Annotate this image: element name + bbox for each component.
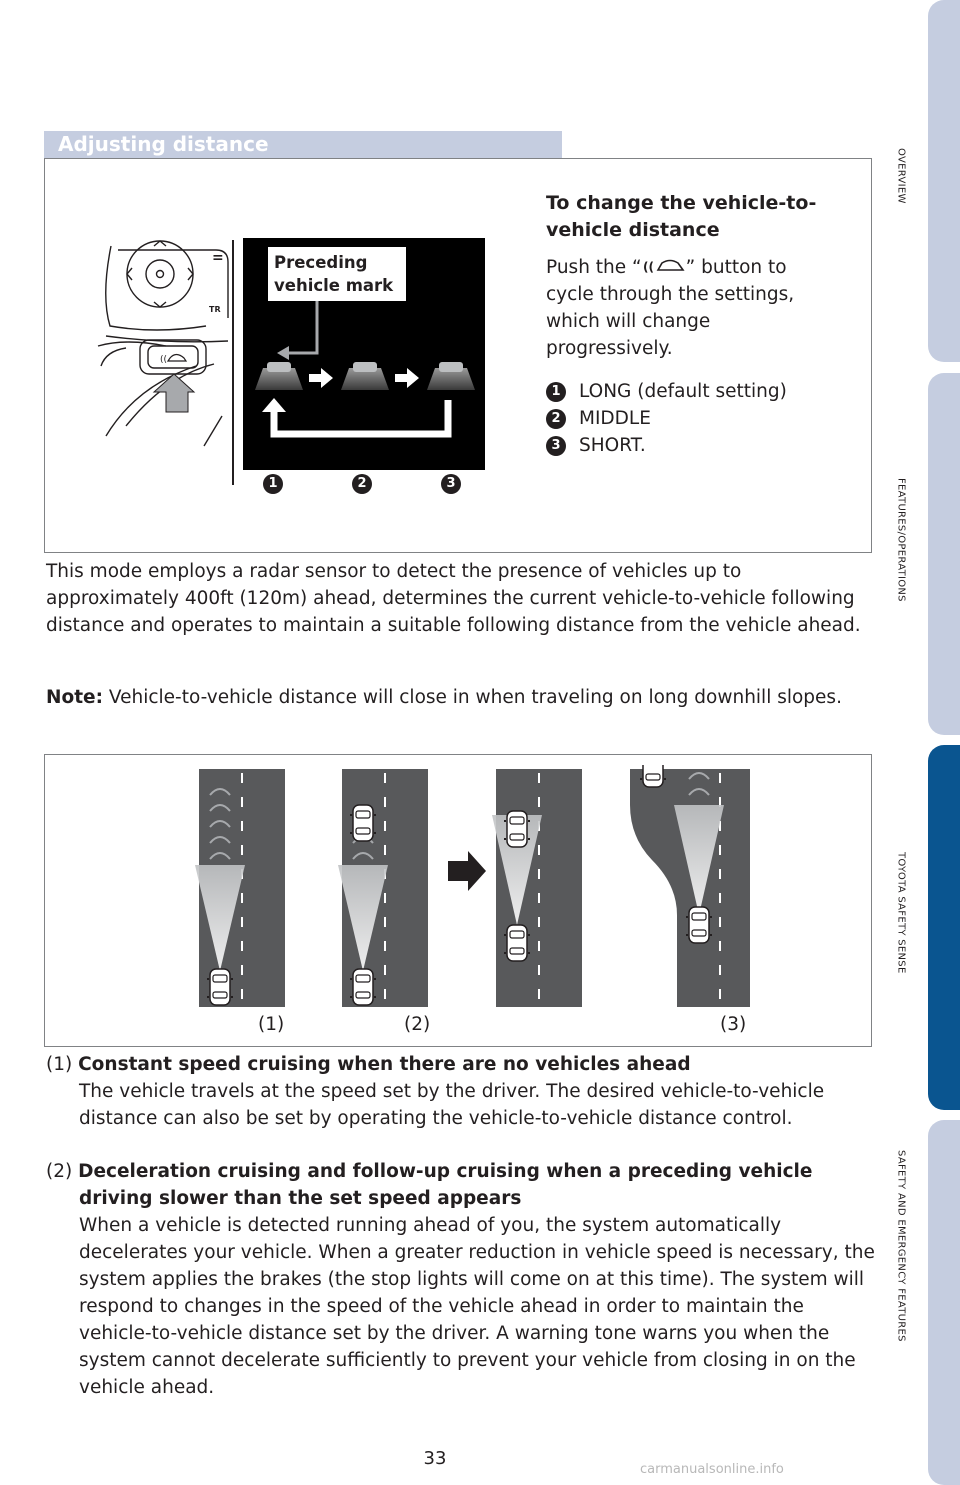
item-2-num: (2) <box>46 1161 73 1182</box>
svg-text:((: (( <box>642 260 654 274</box>
item-2-title-2-text: driving slower than the set speed appears <box>79 1188 522 1209</box>
tab-toyota-safety-sense[interactable] <box>928 745 960 1110</box>
badge-2: 2 <box>352 474 372 494</box>
setting-label-short: SHORT. <box>579 435 646 456</box>
road-scenario-4 <box>630 765 750 1007</box>
side-tabs <box>928 0 960 1485</box>
item-2-title-line <box>46 1158 812 1185</box>
item-2-text: When a vehicle is detected running ahead of you, the system automatically decelerates your vehicle. When a greater reduction in vehicle speed is necessary, the system applies the brakes (the stop lights will come on at this time). The system will respond to changes in the speed of the vehicle ahead in order to maintain the vehicle-to-vehicle distance set by the driver. A warning tone warns you when the system cannot decelerate sufficiently to prevent your vehicle from closing in on the vehicle ahead. <box>79 1215 875 1398</box>
section-header: Adjusting distance <box>44 131 562 158</box>
scenario-label-1: (1) <box>258 1014 285 1035</box>
car-mark-1 <box>255 362 303 390</box>
note-text: Vehicle-to-vehicle distance will close in when traveling on long downhill slopes. <box>102 687 842 708</box>
setting-num-1: 1 <box>546 382 566 402</box>
item-1-title-line <box>46 1051 691 1078</box>
press-arrow-icon <box>154 374 194 412</box>
tab-label-features: FEATURES/OPERATIONS <box>895 478 907 602</box>
radar-scenarios-illustration <box>190 765 760 1010</box>
setting-label-long: LONG (default setting) <box>579 381 787 402</box>
tab-features-operations[interactable] <box>928 373 960 735</box>
note-paragraph <box>46 684 872 711</box>
push-text-after: ” button to cycle through the settings, which will change progressively. <box>546 257 795 359</box>
badge-3: 3 <box>441 474 461 494</box>
badge-1: 1 <box>263 474 283 494</box>
transition-arrow-icon <box>448 851 486 891</box>
setting-num-3: 3 <box>546 436 566 456</box>
item-1-num: (1) <box>46 1054 73 1075</box>
setting-label-middle: MIDDLE <box>579 408 651 429</box>
preceding-vehicle-callout-text: Preceding vehicle mark <box>274 253 394 295</box>
car-mark-2 <box>341 362 389 390</box>
tab-safety-emergency[interactable] <box>928 1120 960 1485</box>
setting-num-2: 2 <box>546 409 566 429</box>
distance-button-icon <box>642 258 686 274</box>
push-text-before: Push the “ <box>546 257 642 278</box>
scenario-label-3: (3) <box>720 1014 747 1035</box>
item-1-text: The vehicle travels at the speed set by the driver. The desired vehicle-to-vehicle distance can also be set by operating the vehicle-to-vehicle distance control. <box>79 1081 825 1129</box>
tab-overview[interactable] <box>928 0 960 362</box>
tab-label-safety: SAFETY AND EMERGENCY FEATURES <box>895 1150 907 1342</box>
page-number: 33 <box>423 1448 447 1469</box>
push-instruction <box>546 254 836 362</box>
switch-tr-label: TR <box>209 305 221 314</box>
switch-icon-lines: = <box>212 250 224 266</box>
tab-label-tss: TOYOTA SAFETY SENSE <box>895 852 907 974</box>
road-scenario-1 <box>195 769 285 1007</box>
item-2-title-1: Deceleration cruising and follow-up cruising when a preceding vehicle <box>78 1161 813 1182</box>
scenario-label-2: (2) <box>404 1014 431 1035</box>
tab-label-overview: OVERVIEW <box>895 148 907 204</box>
setting-short <box>546 432 646 459</box>
setting-middle <box>546 405 651 432</box>
setting-long <box>546 378 787 405</box>
distance-button-icon: (( <box>160 355 168 365</box>
note-label: Note: <box>46 687 103 708</box>
change-distance-heading: To change the vehicle-to-vehicle distance <box>546 192 817 241</box>
watermark: carmanualsonline.info <box>640 1462 784 1477</box>
steering-switch-illustration <box>96 236 242 486</box>
road-scenario-2 <box>338 769 428 1007</box>
illustration-divider <box>232 240 234 485</box>
car-mark-3 <box>427 362 475 390</box>
body-paragraph: This mode employs a radar sensor to detect the presence of vehicles up to approximately 400ft (120m) ahead, determines the current vehicle-to-vehicle following distance and operates to maintain a suitable following distance from the vehicle ahead. <box>46 561 861 636</box>
item-2-title-2 <box>79 1185 879 1212</box>
road-scenario-3 <box>492 769 582 1007</box>
item-1-title: Constant speed cruising when there are no vehicles ahead <box>78 1054 691 1075</box>
